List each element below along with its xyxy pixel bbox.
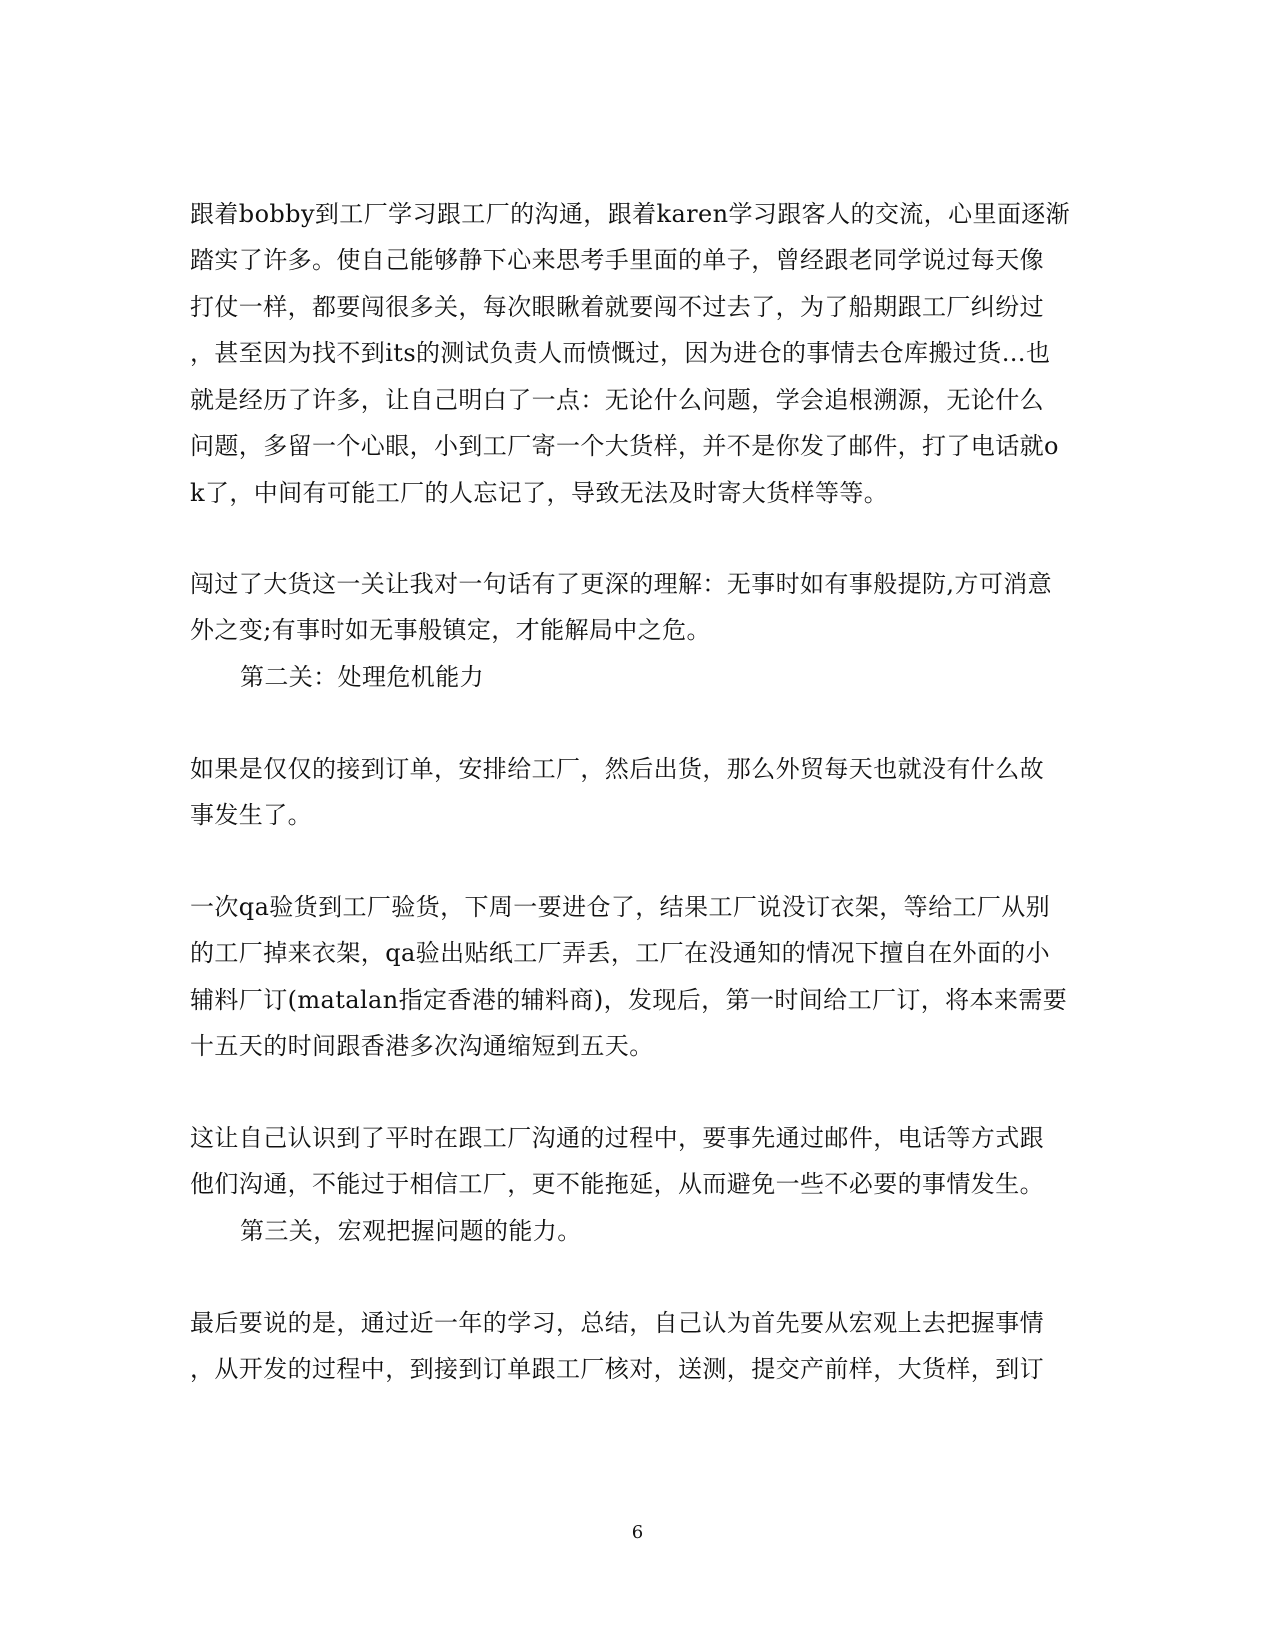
paragraph-5-line-2: 他们沟通，不能过于相信工厂，更不能拖延，从而避免一些不必要的事情发生。	[190, 1170, 1044, 1198]
paragraph-6-line-2: ，从开发的过程中，到接到订单跟工厂核对，送测，提交产前样，大货样，到订	[190, 1355, 1044, 1383]
paragraph-1-line-7: k了，中间有可能工厂的人忘记了，导致无法及时寄大货样等等。	[190, 479, 889, 507]
page-number: 6	[631, 1522, 644, 1543]
paragraph-5-line-1: 这让自己认识到了平时在跟工厂沟通的过程中，要事先通过邮件，电话等方式跟	[190, 1124, 1044, 1152]
section-heading-third: 第三关，宏观把握问题的能力。	[240, 1217, 582, 1245]
paragraph-4-line-3: 辅料厂订(matalan指定香港的辅料商)，发现后，第一时间给工厂订，将本来需要	[190, 986, 1068, 1014]
paragraph-3-line-1: 如果是仅仅的接到订单，安排给工厂，然后出货，那么外贸每天也就没有什么故	[190, 755, 1044, 783]
paragraph-4-line-1: 一次qa验货到工厂验货，下周一要进仓了，结果工厂说没订衣架，等给工厂从别	[190, 893, 1051, 921]
paragraph-4-line-4: 十五天的时间跟香港多次沟通缩短到五天。	[190, 1032, 654, 1060]
paragraph-4-line-2: 的工厂掉来衣架，qa验出贴纸工厂弄丢，工厂在没通知的情况下擅自在外面的小	[190, 939, 1051, 967]
paragraph-1-line-4: ，甚至因为找不到its的测试负责人而愤慨过，因为进仓的事情去仓库搬过货…也	[190, 339, 1051, 367]
section-heading-second: 第二关：处理危机能力	[240, 663, 484, 691]
paragraph-2-line-2: 外之变;有事时如无事般镇定，才能解局中之危。	[190, 616, 711, 644]
paragraph-1-line-1: 跟着bobby到工厂学习跟工厂的沟通，跟着karen学习跟客人的交流，心里面逐渐	[190, 200, 1071, 228]
paragraph-6-line-1: 最后要说的是，通过近一年的学习，总结，自己认为首先要从宏观上去把握事情	[190, 1309, 1044, 1337]
paragraph-1-line-5: 就是经历了许多，让自己明白了一点：无论什么问题，学会追根溯源，无论什么	[190, 386, 1044, 414]
paragraph-2-line-1: 闯过了大货这一关让我对一句话有了更深的理解：无事时如有事般提防,方可消意	[190, 570, 1053, 598]
paragraph-1-line-6: 问题，多留一个心眼，小到工厂寄一个大货样，并不是你发了邮件，打了电话就o	[190, 432, 1059, 460]
paragraph-1-line-2: 踏实了许多。使自己能够静下心来思考手里面的单子，曾经跟老同学说过每天像	[190, 246, 1044, 274]
paragraph-3-line-2: 事发生了。	[190, 801, 312, 829]
paragraph-1-line-3: 打仗一样，都要闯很多关，每次眼瞅着就要闯不过去了，为了船期跟工厂纠纷过	[190, 293, 1044, 321]
